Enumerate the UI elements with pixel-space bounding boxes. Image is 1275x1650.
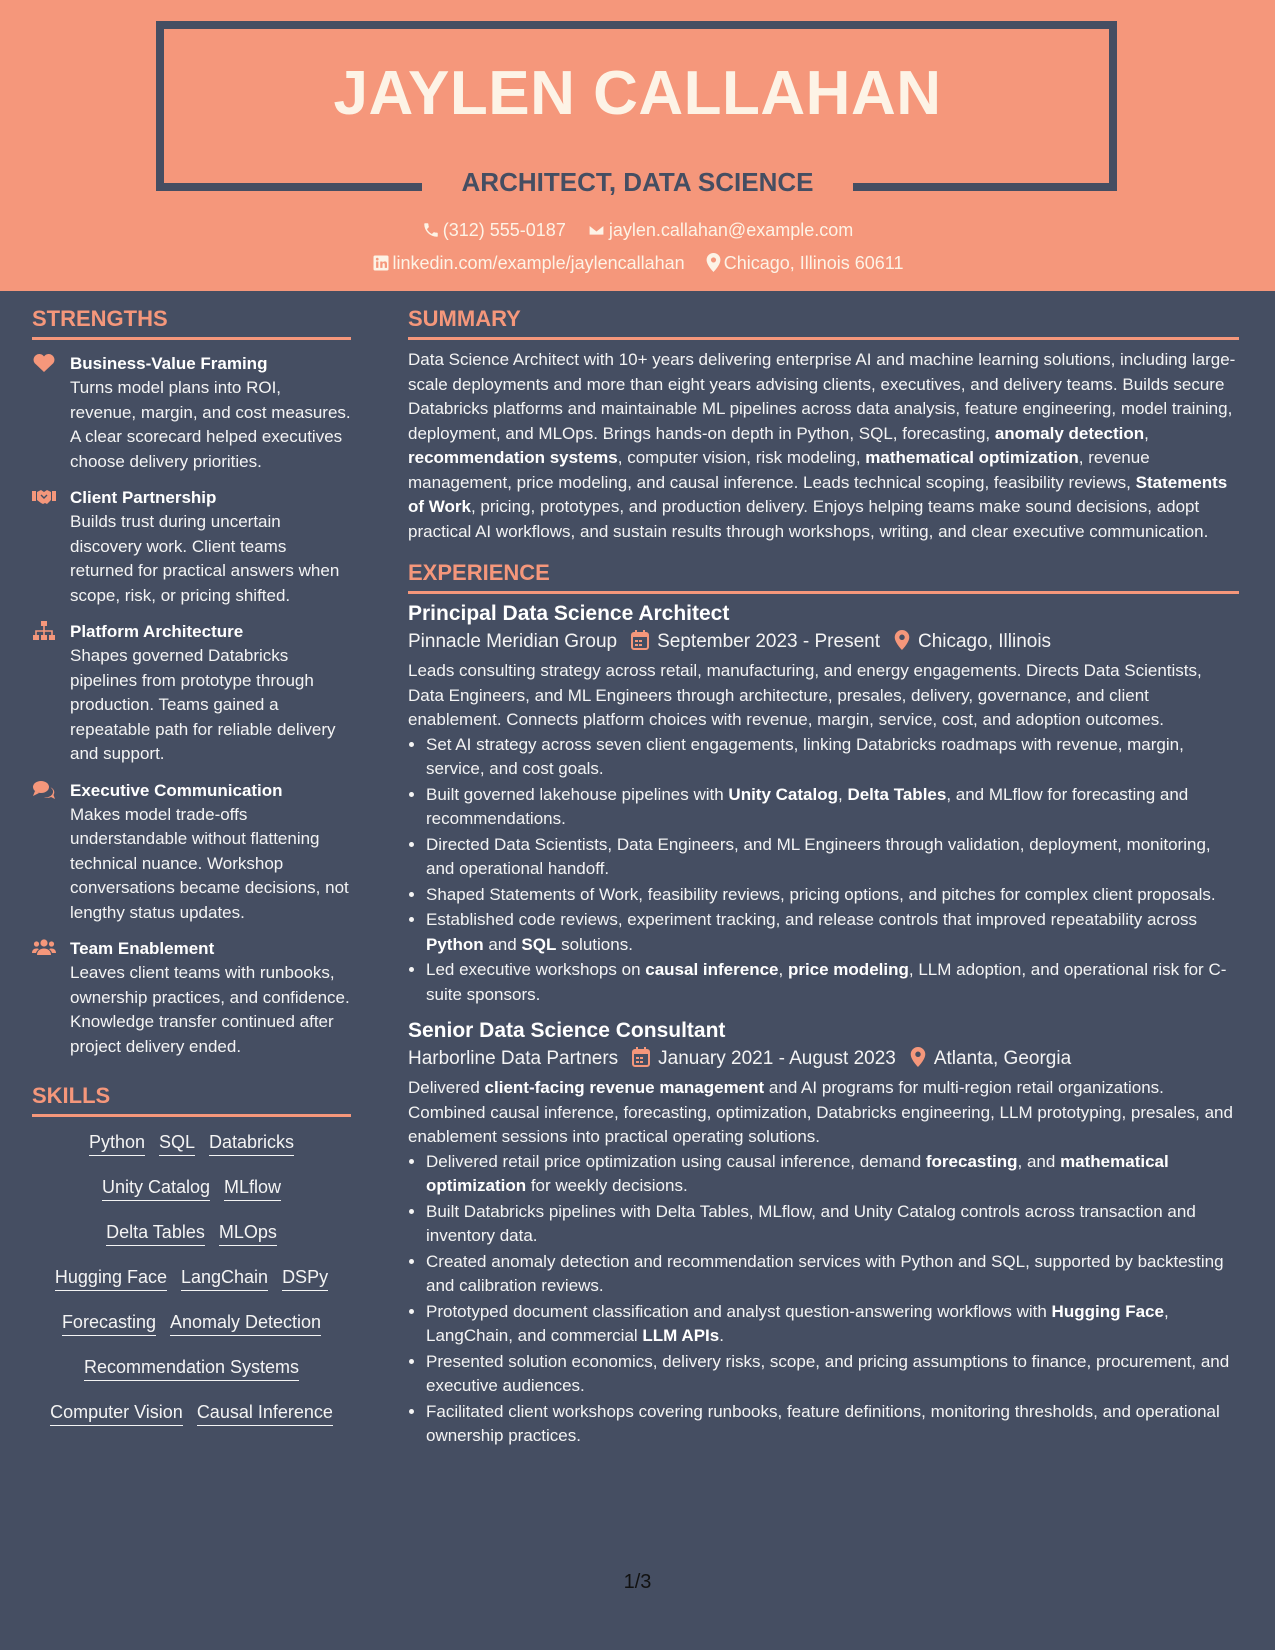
summary-text: ,: [1144, 423, 1149, 443]
candidate-title: ARCHITECT, DATA SCIENCE: [461, 167, 814, 197]
skills-heading: SKILLS: [32, 1083, 111, 1108]
linkedin-icon: [372, 254, 390, 272]
skill-row: [32, 1401, 351, 1446]
map-marker-icon: [894, 630, 910, 650]
comments-icon: [32, 780, 56, 800]
bullet-text: Led executive workshops on: [426, 960, 646, 979]
left-column: [32, 306, 351, 1446]
bullet-text: Directed Data Scientists, Data Engineers, and ML Engineers through validation, deployment, monitoring, and operational handoff.: [426, 834, 1211, 878]
skill-tag: SQL: [159, 1131, 195, 1156]
strength-title: Platform Architecture: [70, 622, 244, 641]
job-bullet: [426, 1250, 1239, 1299]
location-text: Chicago, Illinois 60611: [723, 253, 904, 273]
strength-title: Client Partnership: [70, 488, 217, 507]
job-intro-text: Delivered: [408, 1078, 485, 1097]
job-meta: [408, 1047, 1239, 1070]
summary-bold: recommendation systems: [408, 448, 618, 467]
skill-tag: LangChain: [181, 1266, 268, 1291]
job-entry: [408, 602, 1239, 1007]
bullet-text: Built governed lakehouse pipelines with: [426, 784, 729, 804]
handshake-icon: [32, 487, 56, 507]
phone-icon: [422, 221, 440, 239]
strength-desc: Shapes governed Databricks pipelines from prototype through production. Teams gained a repeatable path for reliable delivery and support.: [70, 646, 336, 763]
bullet-bold: SQL: [521, 934, 557, 954]
skill-tag: Forecasting: [62, 1311, 156, 1336]
summary-bold: mathematical optimization: [865, 448, 1079, 467]
summary-text: , pricing, prototypes, and production delivery. Enjoys helping teams make sound decisions, adopt practical AI workflows, and sustain results through workshops, writing, and clear executive communication.: [408, 497, 1209, 541]
job-dates: January 2021 - August 2023: [658, 1048, 896, 1069]
skill-tag: Hugging Face: [55, 1266, 167, 1291]
right-column: [408, 306, 1239, 1450]
job-bullet: [426, 783, 1239, 832]
strength-desc: Turns model plans into ROI, revenue, margin, and cost measures. A clear scorecard helped executives choose delivery priorities.: [70, 378, 351, 471]
bullet-text: , and: [1017, 1151, 1061, 1171]
map-marker-icon: [910, 1047, 926, 1067]
skill-row: [32, 1266, 351, 1311]
strength-item: [32, 936, 351, 1059]
bullet-text: , and MLflow for forecasting and recommendations.: [426, 784, 1189, 828]
heart-icon: [32, 353, 56, 373]
bullet-text: , LLM adoption, and operational risk for C-suite sponsors.: [426, 960, 1227, 1004]
bullet-bold: LLM APIs: [642, 1326, 720, 1345]
job-bullet: [426, 1400, 1239, 1449]
skills-list: [32, 1131, 351, 1446]
phone-contact: [422, 220, 566, 241]
skill-tag: Delta Tables: [106, 1221, 205, 1246]
strength-desc: Leaves client teams with runbooks, ownership practices, and confidence. Knowledge transfer continued after project delivery ended.: [70, 963, 350, 1056]
skill-tag: MLOps: [219, 1221, 277, 1246]
calendar-icon: [632, 1047, 650, 1067]
skill-tag: MLflow: [224, 1176, 281, 1201]
candidate-name: JAYLEN CALLAHAN: [333, 59, 942, 128]
header-band: [0, 0, 1275, 291]
job-intro: [408, 659, 1239, 733]
calendar-icon: [631, 630, 649, 650]
skill-tag: Python: [89, 1131, 145, 1156]
skill-row: [32, 1221, 351, 1266]
strength-title: Team Enablement: [70, 939, 215, 958]
job-intro-text: Leads consulting strategy across retail, manufacturing, and energy engagements. Directs Data Scientists, Data Engineers, and ML Engineers through architecture, presales, delivery, governance, and client enablement. Connects platform choices with revenue, margin, service, cost, and adoption outcomes.: [408, 661, 1202, 729]
bullet-bold: Python: [426, 934, 484, 954]
summary-heading: SUMMARY: [408, 306, 521, 331]
strength-item: [32, 351, 351, 474]
job-entry: [408, 1019, 1239, 1449]
skills-rule: [32, 1114, 351, 1117]
sitemap-icon: [32, 621, 56, 641]
skill-row: [32, 1131, 351, 1176]
skill-tag: Unity Catalog: [102, 1176, 210, 1201]
job-bullet: [426, 1200, 1239, 1249]
location-contact: [706, 253, 904, 274]
strength-desc: Makes model trade-offs understandable without flattening technical nuance. Workshop conversations became decisions, not lengthy status updates.: [70, 804, 349, 922]
bullet-bold: causal inference: [645, 960, 779, 979]
bullet-text: Prototyped document classification and analyst question-answering workflows with: [426, 1301, 1052, 1321]
bullet-text: solutions.: [556, 934, 633, 954]
experience-heading: EXPERIENCE: [408, 560, 550, 585]
summary-bold: anomaly detection: [994, 423, 1145, 443]
bullet-text: Delivered retail price optimization using causal inference, demand: [426, 1151, 926, 1171]
job-company: Pinnacle Meridian Group: [408, 631, 618, 652]
job-bullet: [426, 958, 1239, 1007]
job-bullet: [426, 1300, 1239, 1349]
job-intro-bold: client-facing revenue management: [484, 1078, 765, 1097]
experience-list: [408, 602, 1239, 1449]
skill-tag: Recommendation Systems: [84, 1356, 299, 1381]
bullet-text: and: [483, 934, 522, 954]
users-icon: [32, 938, 56, 958]
strength-item: [32, 485, 351, 608]
bullet-bold: Hugging Face: [1051, 1301, 1164, 1321]
page-number: 1/3: [623, 1571, 652, 1593]
summary-rule: [408, 337, 1239, 340]
skill-row: [32, 1356, 351, 1401]
skill-tag: Causal Inference: [197, 1401, 333, 1426]
map-marker-icon: [706, 253, 721, 272]
strength-item: [32, 778, 351, 926]
job-bullet: [426, 1150, 1239, 1199]
bullet-text: Presented solution economics, delivery risks, scope, and pricing assumptions to finance, procurement, and executive audiences.: [426, 1351, 1230, 1395]
bullet-text: .: [719, 1326, 724, 1345]
skill-tag: Databricks: [209, 1131, 294, 1156]
bullet-bold: mathematical optimization: [426, 1151, 1169, 1195]
skill-row: [32, 1311, 351, 1356]
strengths-heading: STRENGTHS: [32, 306, 168, 331]
linkedin-text[interactable]: linkedin.com/example/jaylencallahan: [392, 253, 685, 273]
skill-tag: Anomaly Detection: [170, 1311, 321, 1336]
skill-row: [32, 1176, 351, 1221]
phone-text: (312) 555-0187: [442, 220, 566, 240]
strength-desc: Builds trust during uncertain discovery work. Client teams returned for practical answers when scope, risk, or pricing shifted.: [70, 512, 340, 605]
summary-text: [408, 348, 1239, 544]
bullet-text: ,: [778, 960, 788, 979]
job-dates: September 2023 - Present: [657, 631, 880, 652]
envelope-icon: [587, 221, 606, 239]
summary-text: Data Science Architect with 10+ years delivering enterprise AI and machine learning solutions, including large-scale deployments and more than eight years advising clients, executives, and delivery teams. Builds secure Databricks platforms and maintainable ML pipelines across data analysis, feature engineering, model training, deployment, and MLOps. Brings hands-on depth in Python, SQL, forecasting,: [408, 350, 1236, 443]
bullet-bold: price modeling: [787, 960, 909, 979]
bullet-bold: forecasting: [925, 1151, 1018, 1171]
strength-item: [32, 619, 351, 767]
job-company: Harborline Data Partners: [408, 1048, 619, 1069]
contact-row-2: [0, 253, 1275, 274]
job-bullet: [426, 733, 1239, 782]
contact-row-1: [0, 220, 1275, 241]
strengths-rule: [32, 337, 351, 340]
job-bullet: [426, 833, 1239, 882]
summary-text: , revenue management, price modeling, and causal inference. Leads technical scoping, feasibility reviews,: [408, 448, 1150, 492]
bullet-text: for weekly decisions.: [526, 1176, 688, 1195]
bullet-bold: Delta Tables: [847, 784, 947, 804]
strength-title: Business-Value Framing: [70, 354, 268, 373]
bullet-text: Created anomaly detection and recommendation services with Python and SQL, supported by backtesting and calibration reviews.: [426, 1251, 1224, 1295]
job-title: Senior Data Science Consultant: [408, 1019, 726, 1042]
bullet-text: ,: [837, 784, 848, 804]
bullet-text: Established code reviews, experiment tracking, and release controls that improved repeatability across: [426, 910, 1198, 929]
job-intro-text: and AI programs for multi-region retail organizations. Combined causal inference, forecasting, optimization, Databricks engineering, LLM prototyping, presales, and enablement sessions into practical operating solutions.: [408, 1078, 1233, 1146]
bullet-text: Set AI strategy across seven client engagements, linking Databricks roadmaps with revenue, margin, service, and cost goals.: [426, 734, 1184, 778]
bullet-bold: Unity Catalog: [728, 784, 838, 804]
job-intro: [408, 1076, 1239, 1150]
experience-rule: [408, 591, 1239, 594]
summary-text: , computer vision, risk modeling,: [617, 448, 866, 467]
job-bullet: [426, 883, 1239, 908]
skill-tag: Computer Vision: [50, 1401, 183, 1426]
bullet-text: , LangChain, and commercial: [426, 1301, 1169, 1345]
job-meta: [408, 630, 1239, 653]
bullet-text: Facilitated client workshops covering runbooks, feature definitions, monitoring thresholds, and operational ownership practices.: [426, 1401, 1220, 1445]
email-contact[interactable]: [587, 220, 853, 241]
bullet-text: Built Databricks pipelines with Delta Tables, MLflow, and Unity Catalog controls across transaction and inventory data.: [426, 1201, 1196, 1245]
job-bullets: [408, 1150, 1239, 1449]
job-bullet: [426, 1350, 1239, 1399]
skill-tag: DSPy: [282, 1266, 328, 1291]
linkedin-contact[interactable]: [372, 253, 685, 274]
job-bullets: [408, 733, 1239, 1008]
email-text[interactable]: jaylen.callahan@example.com: [608, 220, 854, 240]
bullet-text: Shaped Statements of Work, feasibility reviews, pricing options, and pitches for complex client proposals.: [426, 884, 1216, 904]
strength-title: Executive Communication: [70, 780, 283, 800]
job-bullet: [426, 908, 1239, 957]
summary-bold: Statements of Work: [408, 472, 1228, 516]
job-location: Chicago, Illinois: [917, 631, 1052, 652]
job-title: Principal Data Science Architect: [408, 602, 730, 625]
job-location: Atlanta, Georgia: [933, 1048, 1072, 1069]
